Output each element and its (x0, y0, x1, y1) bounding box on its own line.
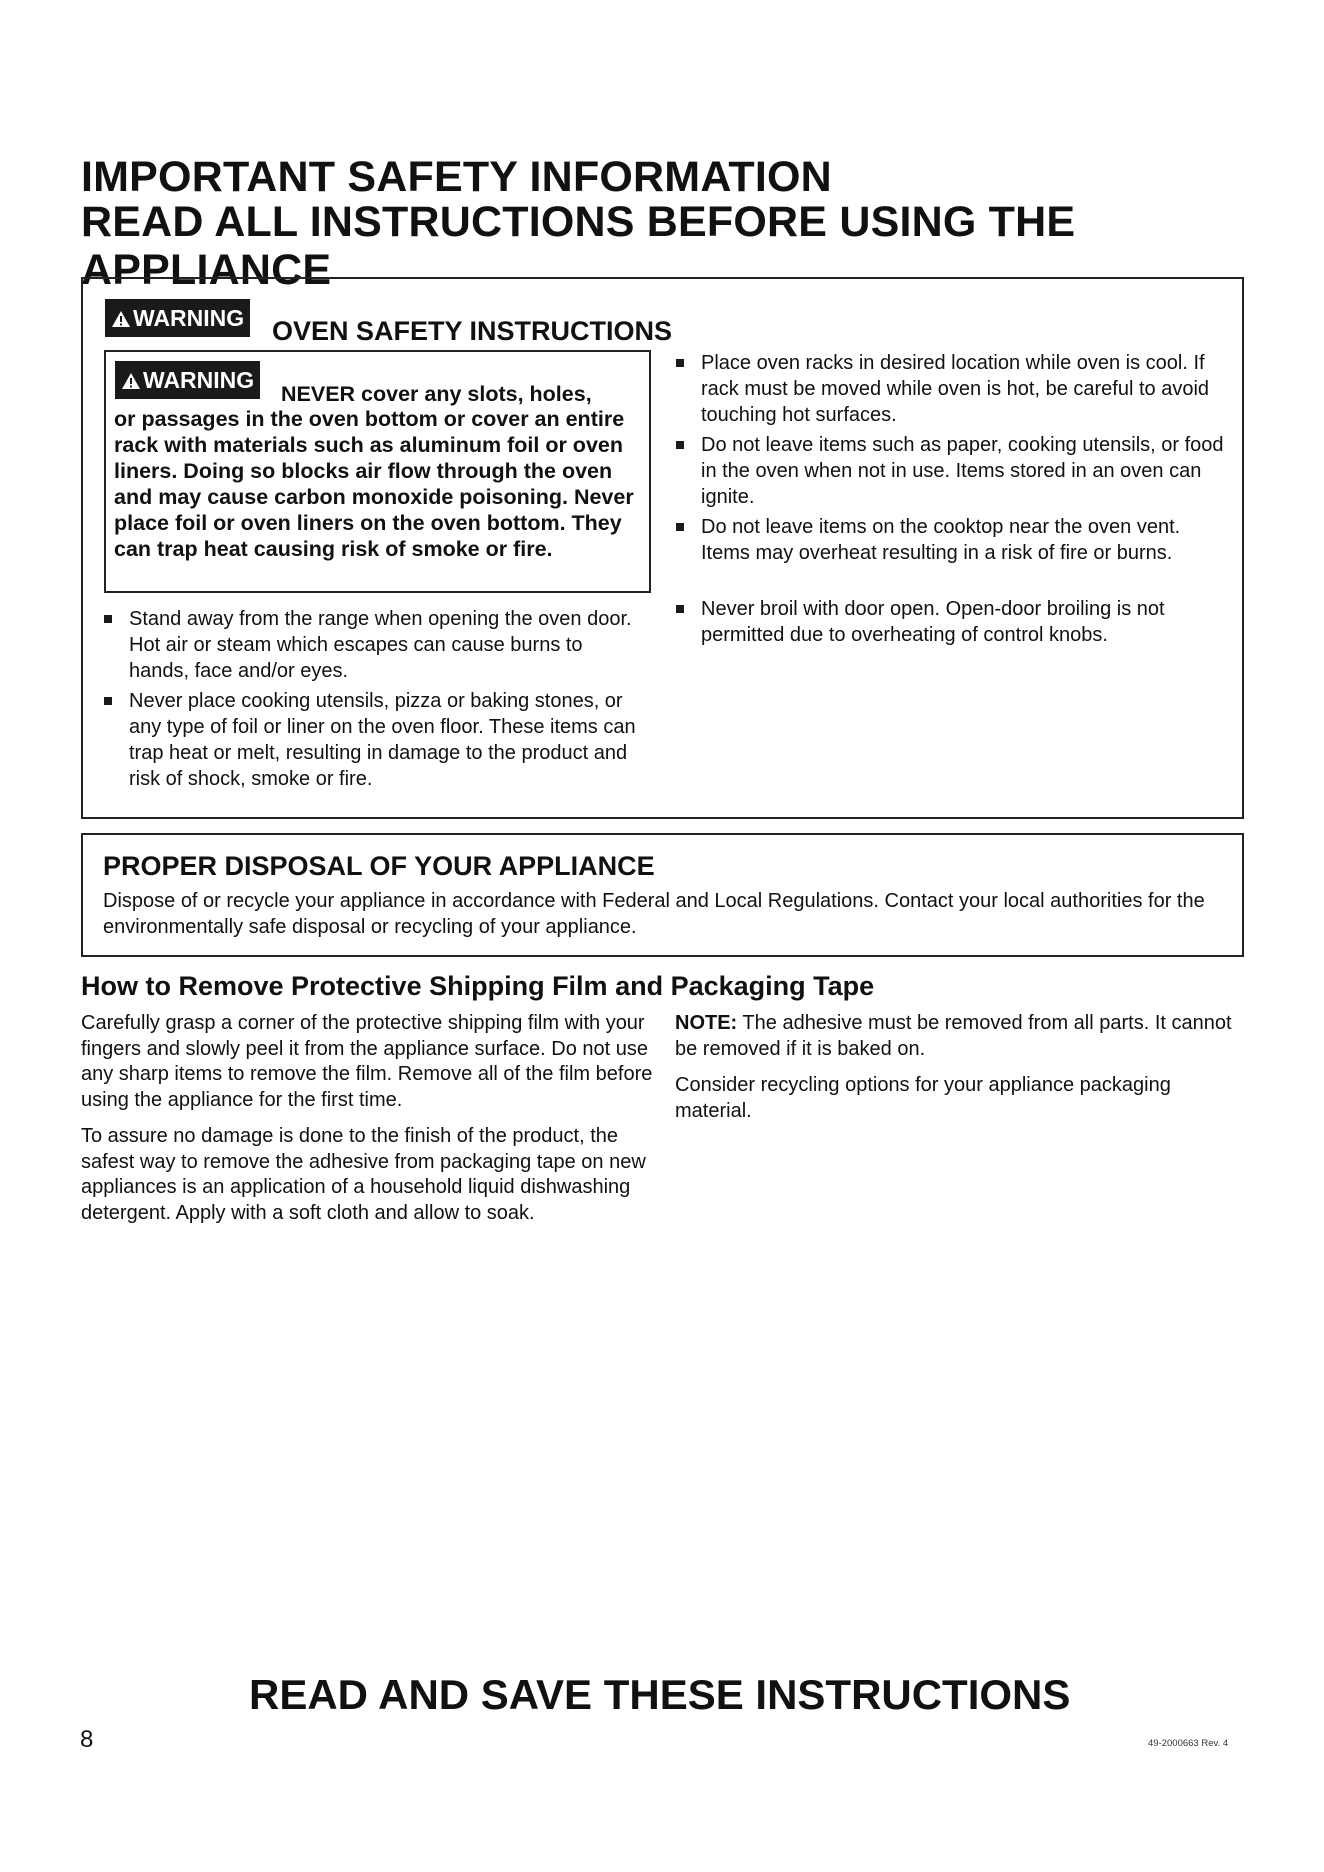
bullet-text: Do not leave items on the cooktop near the oven vent. Items may overheat resulting in a risk of fire or burns. (701, 516, 1181, 564)
list-item (676, 514, 1231, 566)
bullet-text: Never broil with door open. Open-door broiling is not permitted due to overheating of control knobs. (701, 598, 1165, 646)
bullet-icon (104, 615, 112, 623)
warning-triangle-icon (121, 363, 141, 401)
disposal-text: Dispose of or recycle your appliance in accordance with Federal and Local Regulations. Contact your local authorities for the environmentally safe disposal or recycling of your appliance. (103, 890, 1205, 938)
warning-badge-label: WARNING (133, 305, 245, 331)
page-number: 8 (80, 1726, 94, 1753)
bullet-text: Stand away from the range when opening the oven door. Hot air or steam which escapes can cause burns to hands, face and/or eyes. (129, 608, 632, 682)
note-text: The adhesive must be removed from all parts. It cannot be removed if it is baked on. (675, 1012, 1232, 1060)
bullet-icon (676, 605, 684, 613)
film-paragraph: Carefully grasp a corner of the protective shipping film with your fingers and slowly peel it from the appliance surface. Do not use any sharp items to remove the film. Remove all of the film before using the appliance for the first time. (81, 1012, 653, 1111)
warning-triangle-icon (111, 301, 131, 339)
oven-safety-title: OVEN SAFETY INSTRUCTIONS (272, 316, 673, 346)
bullet-icon (676, 523, 684, 531)
list-item (676, 350, 1231, 428)
bullet-icon (676, 359, 684, 367)
document-code: 49-2000663 Rev. 4 (1148, 1738, 1229, 1749)
film-paragraph: To assure no damage is done to the finish of the product, the safest way to remove the adhesive from packaging tape on new appliances is an application of a household liquid dishwashing detergent. Apply with a soft cloth and allow to soak. (81, 1125, 646, 1224)
recycle-text: Consider recycling options for your appliance packaging material. (675, 1074, 1171, 1122)
bullet-icon (676, 441, 684, 449)
note-label: NOTE: (675, 1012, 738, 1034)
disposal-title: PROPER DISPOSAL OF YOUR APPLIANCE (103, 851, 655, 881)
bullet-text: Do not leave items such as paper, cooking utensils, or food in the oven when not in use. Items stored in an oven can ignite. (701, 434, 1224, 508)
page-subtitle: READ ALL INSTRUCTIONS BEFORE USING THE APPLIANCE (81, 198, 1076, 294)
list-item (676, 596, 1231, 648)
bullet-icon (104, 697, 112, 705)
inner-warning-badge-label: WARNING (143, 367, 255, 393)
inner-warning-body: or passages in the oven bottom or cover an entire rack with materials such as aluminum foil or oven liners. Doing so blocks air flow through the oven and may cause carbon monoxide poisoning. Never place foil or oven liners on the oven bottom. They can trap heat causing risk of smoke or fire. (114, 407, 634, 561)
list-item (104, 606, 644, 684)
film-title: How to Remove Protective Shipping Film and Packaging Tape (81, 971, 875, 1001)
footer-title: READ AND SAVE THESE INSTRUCTIONS (249, 1671, 1071, 1718)
bullet-text: Place oven racks in desired location while oven is cool. If rack must be moved while oven is hot, be careful to avoid touching hot surfaces. (701, 352, 1210, 426)
page-title: IMPORTANT SAFETY INFORMATION (81, 153, 832, 201)
inner-warning-badge (115, 361, 260, 399)
warning-badge (105, 299, 250, 337)
inner-warning-lead: NEVER cover any slots, holes, (281, 382, 592, 406)
bullet-text: Never place cooking utensils, pizza or baking stones, or any type of foil or liner on the oven floor. These items can trap heat or melt, resulting in damage to the product and risk of shock, smoke or fire. (129, 690, 636, 790)
list-item (104, 688, 644, 792)
note-paragraph (675, 1011, 1235, 1062)
list-item (676, 432, 1231, 510)
